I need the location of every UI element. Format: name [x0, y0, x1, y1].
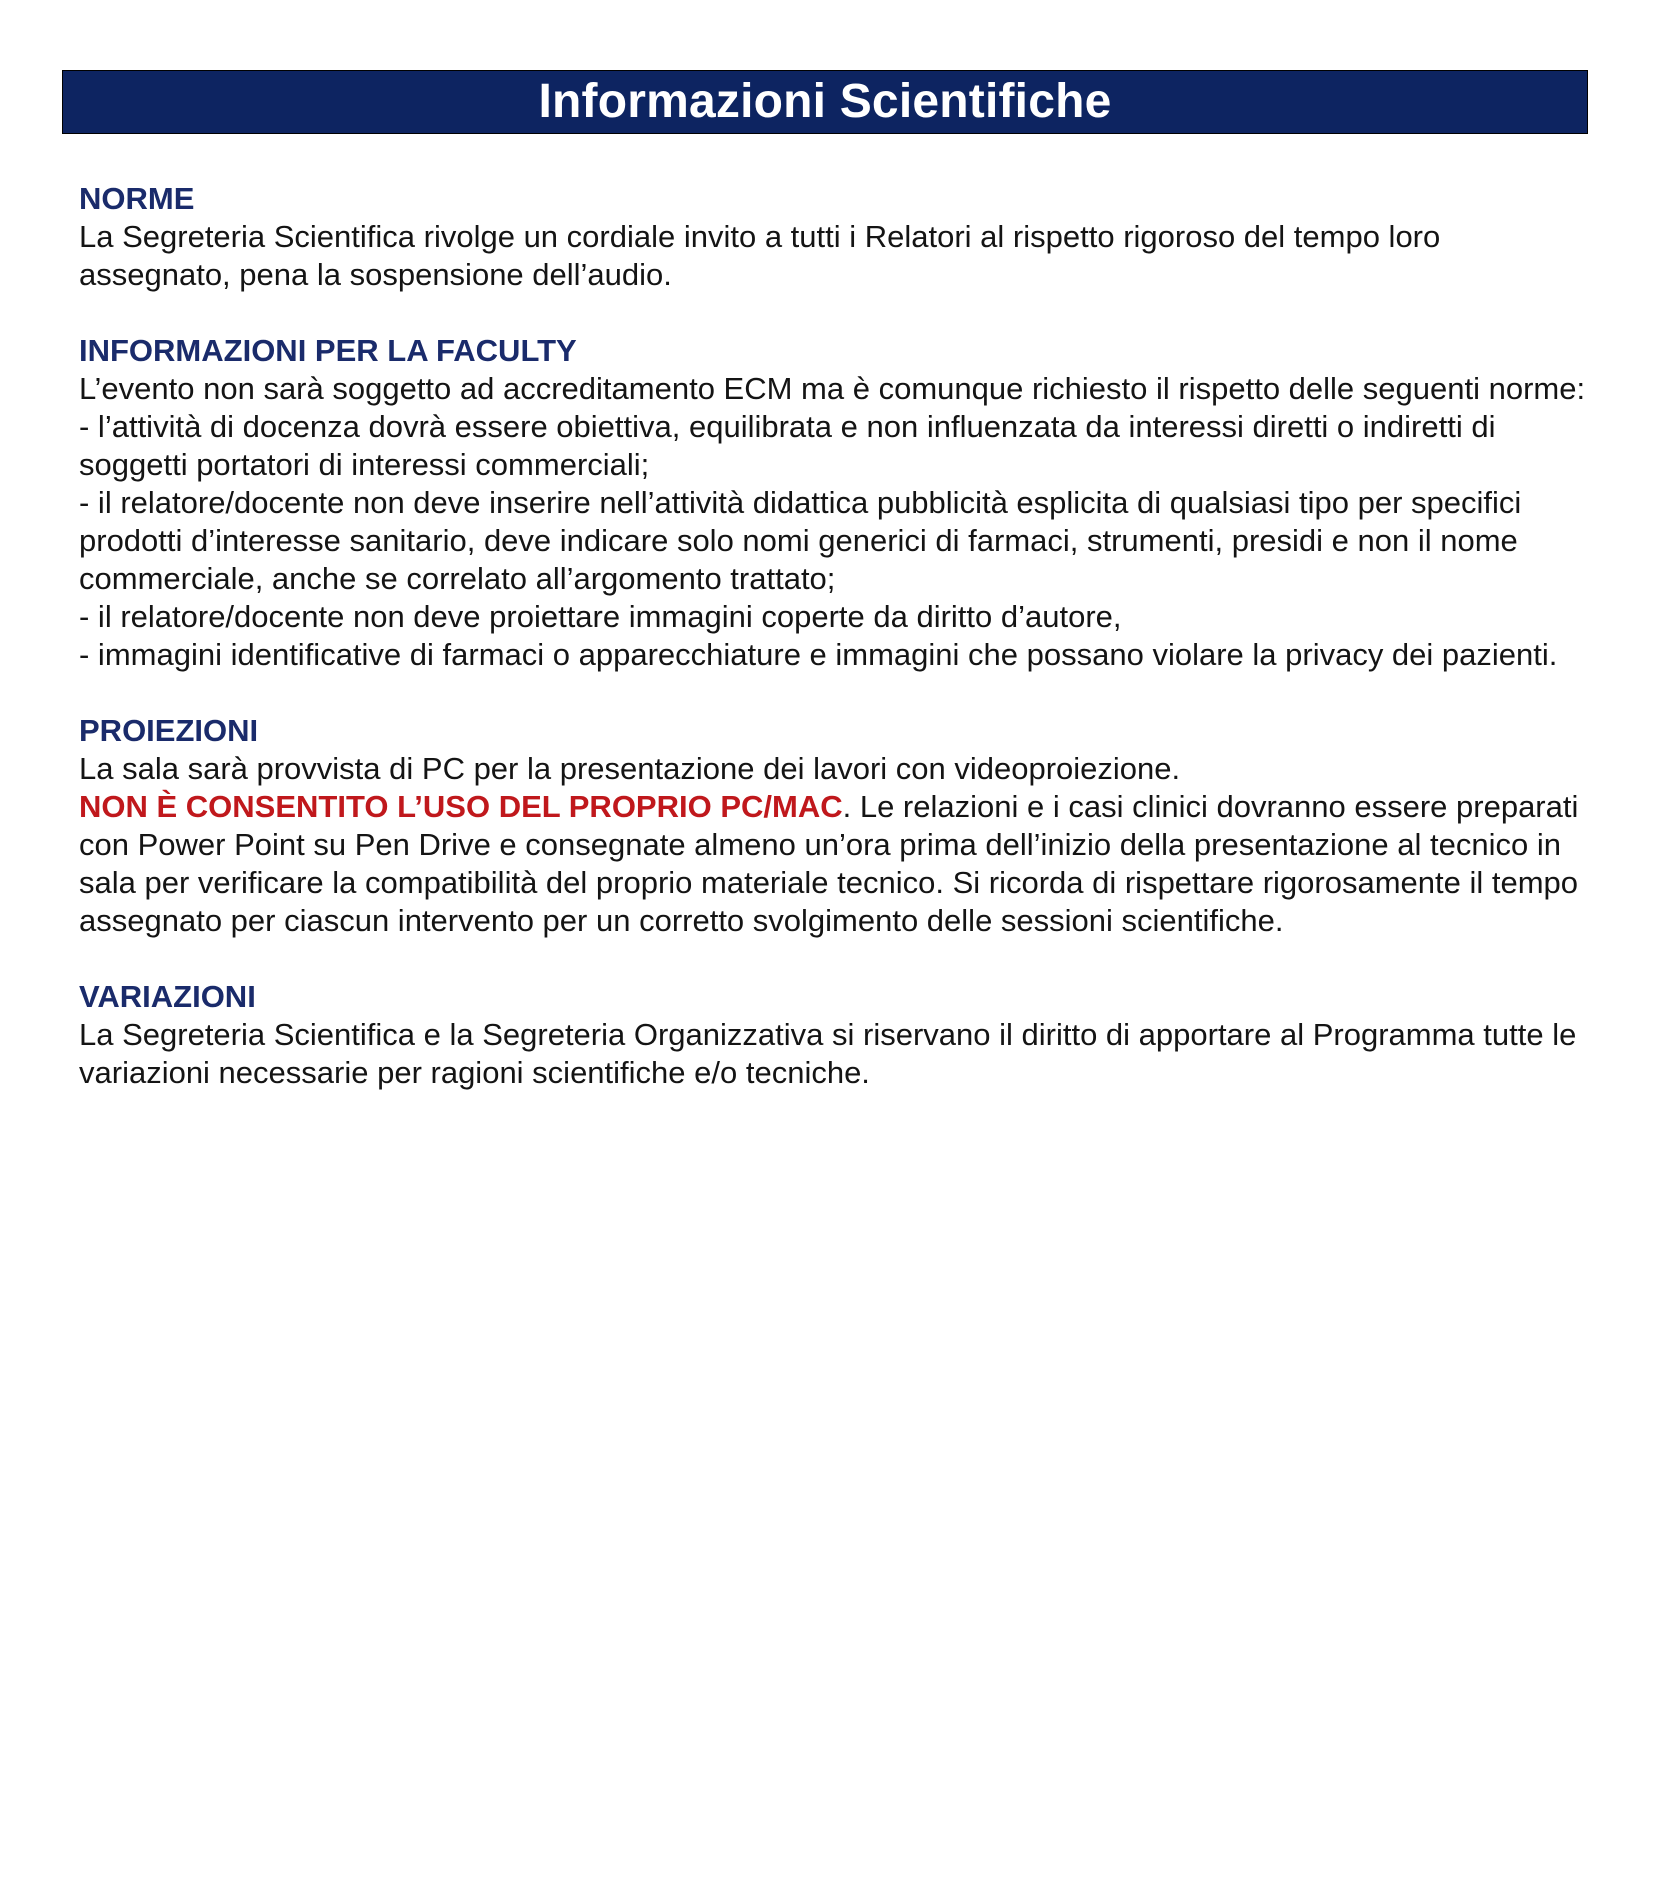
- proiezioni-details-text: . Le relazioni e i casi clinici dovranno essere preparati con Power Point su Pen Drive e consegnate almeno un’ora prima dell’inizio della presentazione al tecnico in sala per verificare la compatibilità del proprio materiale tecnico. Si ricorda di rispettare rigorosamente il tempo assegnato per ciascun intervento per un corretto svolgimento delle sessioni scientifiche.: [79, 789, 1579, 938]
- section-proiezioni: [79, 712, 1589, 940]
- faculty-rule-item: - il relatore/docente non deve inserire nell’attività didattica pubblicità esplicita di qualsiasi tipo per specifici prodotti d’interesse sanitario, deve indicare solo nomi generici di farmaci, strumenti, presidi e non il nome commerciale, anche se correlato all’argomento trattato;: [79, 485, 1522, 596]
- faculty-rule-item: - il relatore/docente non deve proiettare immagini coperte da diritto d’autore,: [79, 599, 1122, 634]
- title-banner: [62, 70, 1588, 134]
- norme-text: La Segreteria Scientifica rivolge un cordiale invito a tutti i Relatori al rispetto rigoroso del tempo loro assegnato, pena la sospensione dell’audio.: [79, 219, 1441, 292]
- section-faculty: [79, 332, 1589, 674]
- faculty-rule-item: - immagini identificative di farmaci o apparecchiature e immagini che possano violare la privacy dei pazienti.: [79, 637, 1558, 672]
- faculty-rule-item: - l’attività di docenza dovrà essere obiettiva, equilibrata e non influenzata da interessi diretti o indiretti di soggetti portatori di interessi commerciali;: [79, 409, 1496, 482]
- section-heading-faculty: INFORMAZIONI PER LA FACULTY: [79, 333, 577, 368]
- section-norme: [79, 180, 1589, 294]
- section-variazioni: [79, 978, 1589, 1092]
- faculty-intro: L’evento non sarà soggetto ad accreditamento ECM ma è comunque richiesto il rispetto delle seguenti norme:: [79, 371, 1586, 406]
- pc-mac-warning: NON È CONSENTITO L’USO DEL PROPRIO PC/MAC: [79, 789, 843, 824]
- variazioni-text: La Segreteria Scientifica e la Segreteria Organizzativa si riservano il diritto di apportare al Programma tutte le variazioni necessarie per ragioni scientifiche e/o tecniche.: [79, 1017, 1577, 1090]
- section-heading-norme: NORME: [79, 181, 195, 216]
- proiezioni-details: [79, 788, 1589, 940]
- section-heading-variazioni: VARIAZIONI: [79, 979, 256, 1014]
- section-heading-proiezioni: PROIEZIONI: [79, 713, 259, 748]
- page-title: Informazioni Scientifiche: [538, 75, 1112, 128]
- proiezioni-text: La sala sarà provvista di PC per la presentazione dei lavori con videoproiezione.: [79, 751, 1181, 786]
- document-body: [79, 180, 1589, 1130]
